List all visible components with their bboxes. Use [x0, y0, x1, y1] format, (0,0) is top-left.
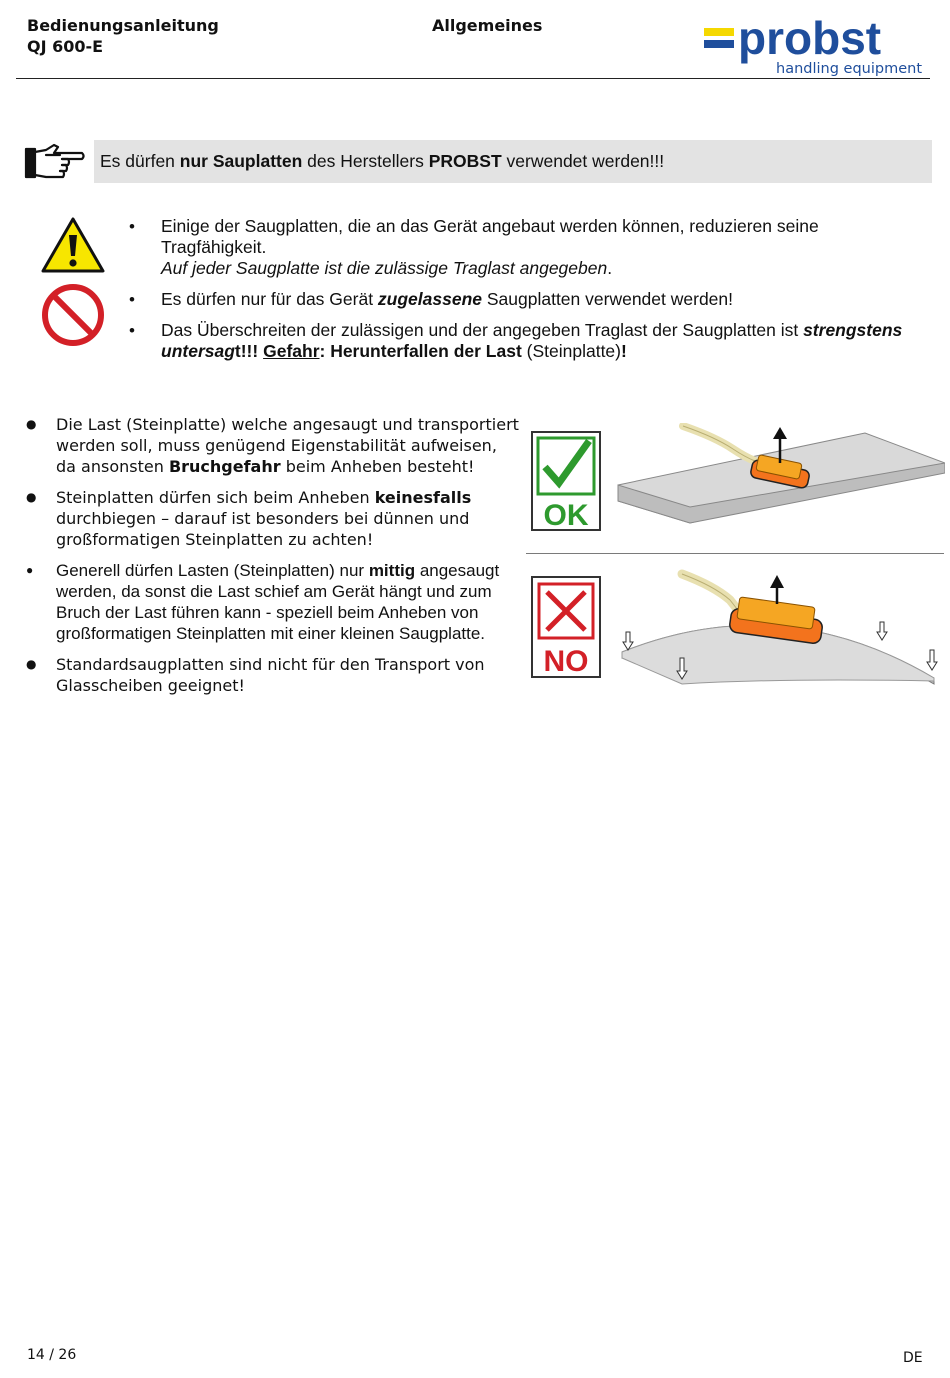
notice-text-3: verwendet werden!!! — [501, 151, 665, 171]
instruction-list — [26, 414, 521, 706]
notice-text-2: des Herstellers — [302, 151, 429, 171]
no-label: NO — [543, 645, 589, 678]
list-item — [26, 654, 521, 696]
prohibition-icon — [41, 283, 105, 347]
point-2-bold: keinesfalls — [374, 488, 472, 507]
point-2-post: durchbiegen – darauf ist besonders bei dünnen und großformatigen Steinplatten zu achten! — [56, 509, 470, 549]
warning-3-end: ! — [621, 341, 627, 361]
notice-bold-2: PROBST — [428, 151, 502, 171]
list-item — [26, 560, 521, 644]
warning-2-text: Es dürfen nur für das Gerät — [161, 289, 378, 309]
point-1-post: beim Anheben besteht! — [280, 457, 475, 476]
ok-label: OK — [543, 499, 589, 531]
point-1-bold: Bruchgefahr — [168, 457, 281, 476]
warning-2-post: Saugplatten verwendet werden! — [482, 289, 733, 309]
logo-yellow-bar — [704, 28, 734, 36]
warning-3-bolditalic: strengstens untersag — [161, 320, 903, 361]
list-item — [26, 414, 521, 477]
doc-title: Bedienungsanleitung — [27, 16, 219, 35]
notice-bar — [94, 140, 932, 183]
point-2-text: Steinplatten dürfen sich beim Anheben — [56, 488, 375, 507]
warning-1-text: Einige der Saugplatten, die an das Gerät angebaut werden können, reduzieren seine Tragfähigkeit. — [161, 216, 819, 257]
probst-logo — [700, 14, 922, 80]
point-1-text: Die Last (Steinplatte) welche angesaugt und transportiert werden soll, muss genügend Eigenstabilität aufweisen, da ansonsten — [56, 415, 519, 476]
warning-list — [126, 216, 926, 372]
warning-1-italic: Auf jeder Saugplatte ist die zulässige Traglast angegeben — [161, 258, 608, 278]
list-item — [126, 216, 926, 279]
header-divider — [16, 78, 930, 79]
page-number: 14 / 26 — [27, 1347, 77, 1363]
language-code: DE — [903, 1350, 923, 1366]
warning-3-post: (Steinplatte) — [521, 341, 621, 361]
point-4-text: Standardsaugplatten sind nicht für den Transport von Glasscheiben geeignet! — [56, 655, 485, 695]
logo-blue-bar — [704, 40, 734, 48]
point-3-post: angesaugt werden, da sonst die Last schief am Gerät hängt und zum Bruch der Last führen kann - speziell beim Anheben von großformatigen Steinplatten mit einer kleinen Saugplatte. — [56, 561, 500, 643]
logo-wordmark: probst — [738, 14, 882, 64]
ok-sign — [531, 431, 601, 531]
warning-2-bold: zugelassene — [377, 289, 482, 309]
warning-3-bold2: : Herunterfallen der Last — [319, 341, 522, 361]
list-item — [26, 487, 521, 550]
list-item — [126, 289, 926, 310]
bent-slab-illustration — [612, 568, 942, 686]
pointing-hand-icon — [24, 143, 86, 181]
no-sign — [531, 576, 601, 678]
header-doc-info — [27, 15, 219, 57]
warning-3-text: Das Überschreiten der zulässigen und der angegeben Traglast der Saugplatten ist — [161, 320, 804, 340]
point-3-bold: mittig — [368, 561, 416, 580]
warning-3-bold: t!!! — [234, 341, 259, 361]
warning-1-end: . — [607, 258, 613, 278]
point-3-text: Generell dürfen Lasten (Steinplatten) nur — [56, 561, 369, 580]
warning-3-danger: Gefahr — [263, 341, 320, 361]
flat-slab-illustration — [615, 423, 945, 535]
warning-triangle-icon — [40, 216, 106, 274]
logo-subtitle: handling equipment — [776, 61, 922, 77]
list-item — [126, 320, 926, 362]
figure-divider — [526, 553, 944, 554]
notice-text-1: Es dürfen — [100, 151, 180, 171]
model-name: QJ 600-E — [27, 37, 104, 56]
notice-bold-1: nur Sauplatten — [179, 151, 303, 171]
section-title: Allgemeines — [432, 16, 543, 35]
